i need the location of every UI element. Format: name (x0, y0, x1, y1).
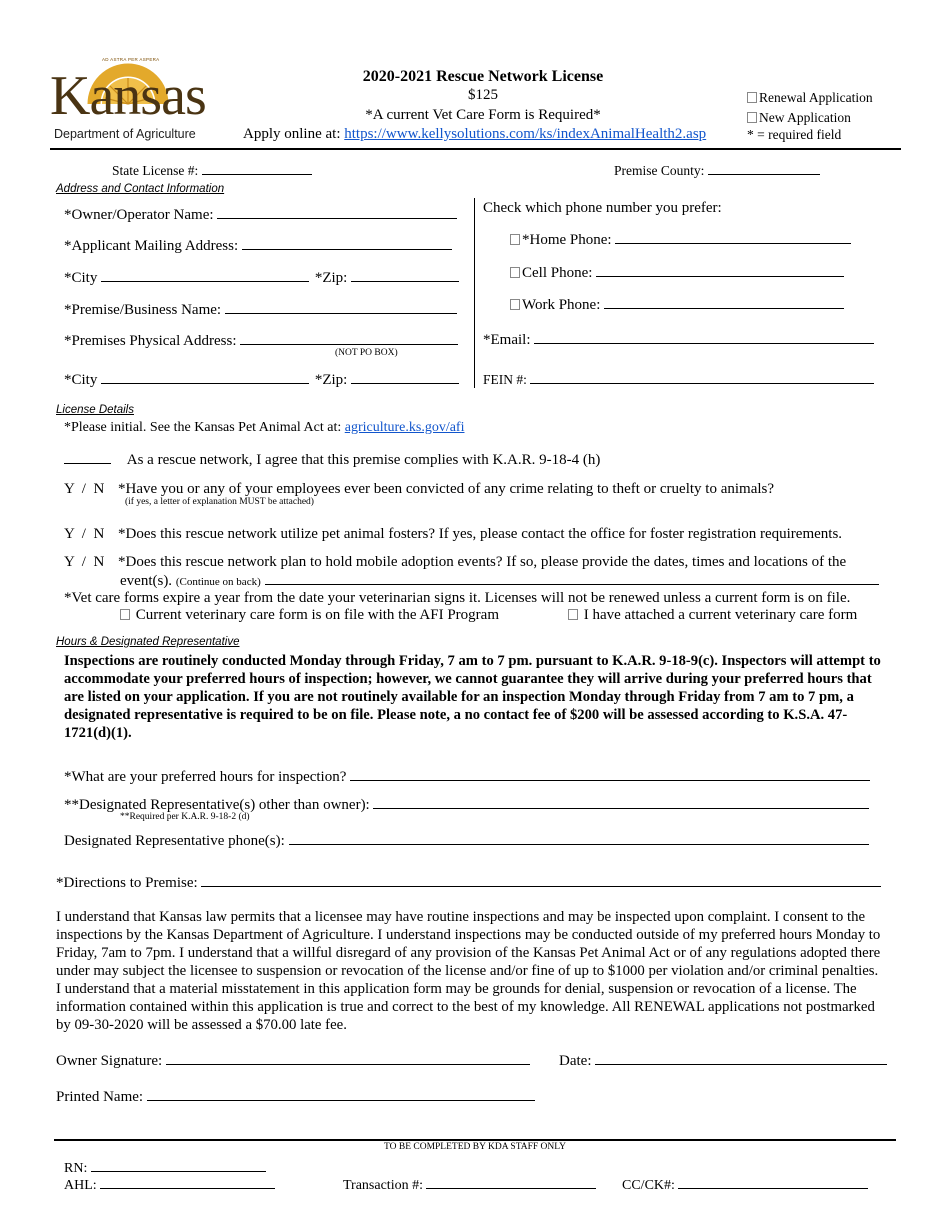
work-phone-checkbox[interactable] (510, 299, 520, 310)
new-option[interactable] (747, 110, 851, 126)
initial-note-text: *Please initial. See the Kansas Pet Animal Act at: (64, 420, 345, 435)
premise-name-label: *Premise/Business Name: (64, 302, 222, 318)
ahl-label: AHL: (64, 1178, 97, 1193)
inspection-notice: Inspections are routinely conducted Monday through Friday, 7 am to 7 pm. pursuant to K.A.R. 9-18-9(c). Inspectors will attempt to accommodate your preferred hours of inspection; however, we cannot guarantee they will arrive during your preferred hours that are listed on your application. If you are not routinely available for an inspection Monday through Friday from 7 am to 7 pm, a designated representative is required to be on file. Please note, a no contact fee of $200 will be assessed according to K.S.A. 47-1721(d)(1). (64, 653, 881, 741)
continue-on-back-note: (Continue on back) (175, 576, 261, 588)
ahl-field[interactable] (64, 1175, 275, 1194)
staff-only-heading: TO BE COMPLETED BY KDA STAFF ONLY (384, 1142, 566, 1152)
email-field[interactable] (483, 330, 874, 349)
physical-address-field[interactable] (64, 331, 458, 350)
vet-attached-option[interactable] (568, 607, 857, 624)
physical-address-label: *Premises Physical Address: (64, 333, 237, 349)
directions-label: *Directions to Premise: (56, 875, 198, 891)
license-details-heading: License Details (56, 404, 134, 416)
fein-label: FEIN #: (483, 372, 527, 387)
state-license-label: State License #: (112, 163, 199, 178)
hours-section-heading: Hours & Designated Representative (56, 636, 240, 648)
designated-rep-label: **Designated Representative(s) other than owner): (64, 797, 370, 813)
work-phone-field[interactable] (510, 295, 844, 314)
column-divider (474, 198, 475, 388)
logo-subtitle: Department of Agriculture (54, 127, 196, 141)
transaction-label: Transaction #: (343, 1178, 423, 1193)
pet-animal-act-link[interactable]: agriculture.ks.gov/afi (344, 420, 465, 435)
new-application-label: New Application (759, 110, 851, 125)
compliance-initial-row[interactable] (64, 450, 600, 469)
rn-label: RN: (64, 1161, 88, 1176)
preferred-hours-field[interactable] (64, 767, 870, 786)
fosters-question-yn[interactable]: Y / N (64, 526, 105, 542)
printed-name-field[interactable] (56, 1087, 535, 1106)
state-license-field[interactable] (112, 161, 312, 179)
directions-field[interactable] (56, 873, 881, 892)
designated-rep-note: **Required per K.A.R. 9-18-2 (d) (120, 812, 250, 822)
vet-form-note: *A current Vet Care Form is Required* (365, 107, 601, 123)
home-phone-field[interactable] (510, 230, 851, 249)
cell-phone-field[interactable] (510, 263, 844, 282)
mailing-city-field[interactable] (64, 268, 459, 287)
crime-question-yn[interactable]: Y / N (64, 481, 105, 497)
rep-phone-field[interactable] (64, 831, 869, 850)
vet-on-file-label: Current veterinary care form is on file with the AFI Program (135, 607, 499, 623)
owner-name-field[interactable] (64, 205, 457, 224)
printed-name-label: Printed Name: (56, 1089, 144, 1105)
owner-signature-field[interactable] (56, 1051, 530, 1070)
license-fee: $125 (468, 87, 498, 103)
vet-expire-notice: *Vet care forms expire a year from the date your veterinarian signs it. Licenses will not be renewed unless a current form is on file. (64, 590, 851, 606)
crime-question-note: (if yes, a letter of explanation MUST be attached) (125, 497, 314, 507)
email-label: *Email: (483, 332, 531, 348)
vet-attached-checkbox[interactable] (568, 609, 578, 620)
vet-attached-label: I have attached a current veterinary care form (583, 607, 858, 623)
mailing-address-field[interactable] (64, 236, 452, 255)
initial-blank[interactable] (64, 450, 111, 464)
logo-motto: AD ASTRA PER ASPERA (102, 57, 160, 62)
adoption-events-question: *Does this rescue network plan to hold mobile adoption events? If so, please provide the dates, times and locations of the (118, 554, 847, 570)
home-phone-label: *Home Phone: (522, 232, 612, 248)
logo-wordmark: Kansas (50, 65, 206, 127)
not-po-box-note: (NOT PO BOX) (335, 348, 398, 358)
physical-zip-label: *Zip: (314, 372, 348, 388)
renewal-option[interactable] (747, 90, 873, 106)
apply-online (243, 126, 706, 143)
premise-name-field[interactable] (64, 300, 457, 319)
apply-online-link[interactable]: https://www.kellysolutions.com/ks/indexAnimalHealth2.asp (344, 126, 707, 142)
mailing-address-label: *Applicant Mailing Address: (64, 238, 239, 254)
fein-field[interactable] (483, 370, 874, 388)
form-title: 2020-2021 Rescue Network License (362, 68, 604, 85)
staff-divider (54, 1139, 896, 1141)
vet-on-file-option[interactable] (120, 607, 499, 624)
owner-signature-label: Owner Signature: (56, 1053, 163, 1069)
required-field-note: * = required field (747, 127, 842, 142)
cc-ck-label: CC/CK#: (622, 1178, 675, 1193)
premise-county-field[interactable] (614, 161, 820, 179)
event-label: event(s). (120, 573, 173, 589)
apply-online-label: Apply online at: (243, 126, 345, 142)
cell-phone-checkbox[interactable] (510, 267, 520, 278)
adoption-events-question-yn[interactable]: Y / N (64, 554, 105, 570)
address-section-heading: Address and Contact Information (56, 183, 225, 195)
phone-preference-prompt: Check which phone number you prefer: (483, 200, 722, 216)
date-label: Date: (559, 1053, 592, 1069)
kda-logo (50, 56, 206, 146)
home-phone-checkbox[interactable] (510, 234, 520, 245)
physical-city-label: *City (64, 372, 98, 388)
cell-phone-label: Cell Phone: (522, 265, 593, 281)
date-field[interactable] (559, 1051, 887, 1070)
cc-ck-field[interactable] (622, 1175, 868, 1194)
vet-on-file-checkbox[interactable] (120, 609, 130, 620)
fosters-question: *Does this rescue network utilize pet animal fosters? If yes, please contact the office for foster registration requirements. (118, 526, 843, 542)
adoption-events-continuation[interactable] (120, 571, 879, 590)
premise-county-label: Premise County: (614, 163, 705, 178)
mailing-zip-label: *Zip: (314, 270, 348, 286)
compliance-statement: As a rescue network, I agree that this premise complies with K.A.R. 9-18-4 (h) (126, 452, 601, 468)
physical-city-field[interactable] (64, 370, 459, 389)
initial-note (64, 420, 464, 436)
header-divider (50, 148, 901, 150)
renewal-label: Renewal Application (759, 90, 873, 105)
transaction-field[interactable] (343, 1175, 596, 1194)
work-phone-label: Work Phone: (522, 297, 601, 313)
consent-statement: I understand that Kansas law permits that a licensee may have routine inspections and may be inspected upon complaint. I consent to the inspections by the Kansas Department of Agriculture. I understand inspections may be conducted outside of my preferred hours Monday to Friday, 7am to 7pm. I understand that a willful disregard of any provision of the Kansas Pet Animal Act or of any regulations adopted there under may subject the licensee to suspension or revocation of the license and/or fine of up to $1000 per violation and/or criminal penalties. I understand that a material misstatement in this application form may be grounds for denial, suspension or revocation of a license. The information contained within this application is true and correct to the best of my knowledge. All RENEWAL applications not postmarked by 09-30-2020 will be assessed a $70.00 late fee. (56, 909, 881, 1033)
crime-question: *Have you or any of your employees ever been convicted of any crime relating to theft or cruelty to animals? (118, 481, 775, 497)
preferred-hours-label: *What are your preferred hours for inspection? (64, 769, 347, 785)
mailing-city-label: *City (64, 270, 98, 286)
owner-name-label: *Owner/Operator Name: (64, 207, 214, 223)
renewal-checkbox[interactable] (747, 92, 757, 103)
rep-phone-label: Designated Representative phone(s): (64, 833, 285, 849)
new-application-checkbox[interactable] (747, 112, 757, 123)
